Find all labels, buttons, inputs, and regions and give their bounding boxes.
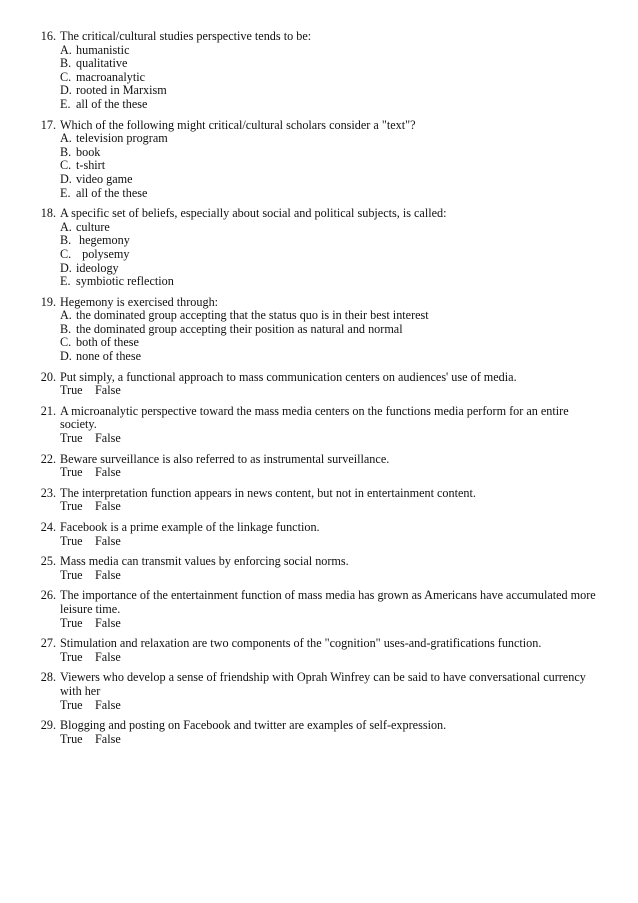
false-choice: False	[95, 465, 121, 480]
question-16	[0, 30, 638, 112]
option-letter: D.	[60, 349, 72, 364]
option-letter: C.	[60, 158, 72, 173]
true-false-choices	[60, 617, 600, 631]
option-text: all of the these	[76, 185, 148, 200]
answer-options	[60, 309, 600, 363]
question-text: The interpretation function appears in news content, but not in entertainment content.	[60, 485, 476, 500]
question-number: 23.	[40, 485, 56, 500]
question-number: 20.	[40, 369, 56, 384]
option-text: hegemony	[76, 233, 130, 248]
option-letter: A.	[60, 131, 72, 146]
question-text: Blogging and posting on Facebook and twitter are examples of self-expression.	[60, 718, 447, 733]
answer-option	[60, 146, 600, 160]
true-false-choices	[60, 699, 600, 713]
true-false-choices	[60, 733, 600, 747]
question-body	[60, 119, 600, 201]
option-text: the dominated group accepting that the status quo is in their best interest	[76, 308, 429, 323]
question-28	[0, 671, 638, 712]
false-choice: False	[95, 431, 121, 446]
question-18	[0, 207, 638, 289]
answer-option	[60, 173, 600, 187]
false-choice: False	[95, 649, 121, 664]
true-false-choices	[60, 384, 600, 398]
answer-option	[60, 159, 600, 173]
question-text: The importance of the entertainment function of mass media has grown as Americans have accumulated more leisure time.	[60, 588, 596, 616]
option-letter: D.	[60, 171, 72, 186]
question-number: 18.	[40, 206, 56, 221]
answer-options	[60, 132, 600, 200]
false-choice: False	[95, 731, 121, 746]
question-body	[60, 589, 600, 630]
true-choice: True	[60, 383, 83, 398]
option-letter: A.	[60, 308, 72, 323]
option-text: humanistic	[76, 42, 130, 57]
question-text: A specific set of beliefs, especially about social and political subjects, is called:	[60, 206, 447, 221]
option-text: qualitative	[76, 56, 128, 71]
answer-options	[60, 221, 600, 289]
question-25	[0, 555, 638, 582]
option-text: symbiotic reflection	[76, 274, 174, 289]
question-17	[0, 119, 638, 201]
question-21	[0, 405, 638, 446]
true-choice: True	[60, 499, 83, 514]
answer-option	[60, 187, 600, 201]
question-20	[0, 371, 638, 398]
question-text: Beware surveillance is also referred to as instrumental surveillance.	[60, 451, 390, 466]
question-text: The critical/cultural studies perspective tends to be:	[60, 29, 312, 43]
question-number: 24.	[40, 520, 56, 534]
true-choice: True	[60, 697, 83, 712]
false-choice: False	[95, 533, 121, 548]
false-choice: False	[95, 567, 121, 582]
true-choice: True	[60, 465, 83, 480]
option-text: ideology	[76, 260, 119, 275]
option-text: the dominated group accepting their position as natural and normal	[76, 321, 403, 336]
true-choice: True	[60, 533, 83, 548]
question-number: 28.	[40, 670, 56, 685]
question-number: 26.	[40, 588, 56, 603]
true-choice: True	[60, 567, 83, 582]
question-body	[60, 371, 600, 398]
true-false-choices	[60, 535, 600, 549]
option-text: rooted in Marxism	[76, 83, 167, 98]
false-choice: False	[95, 499, 121, 514]
option-letter: A.	[60, 42, 72, 57]
true-choice: True	[60, 731, 83, 746]
question-text: Put simply, a functional approach to mass communication centers on audiences' use of media.	[60, 369, 517, 384]
option-text: book	[76, 144, 101, 159]
question-number: 25.	[40, 554, 56, 569]
answer-option	[60, 262, 600, 276]
question-body	[60, 671, 600, 712]
option-text: video game	[76, 171, 133, 186]
option-text: polysemy	[76, 246, 130, 261]
option-letter: E.	[60, 185, 71, 200]
option-text: none of these	[76, 349, 141, 364]
option-text: t-shirt	[76, 158, 106, 173]
question-body	[60, 296, 600, 364]
option-letter: E.	[60, 96, 71, 111]
option-letter: E.	[60, 274, 71, 289]
option-letter: C.	[60, 246, 72, 261]
question-body	[60, 487, 600, 514]
question-29	[0, 719, 638, 746]
true-choice: True	[60, 649, 83, 664]
answer-option	[60, 323, 600, 337]
question-text: Stimulation and relaxation are two components of the "cognition" uses-and-gratifications function.	[60, 636, 542, 651]
answer-option	[60, 132, 600, 146]
question-text: Which of the following might critical/cultural scholars consider a "text"?	[60, 117, 416, 132]
option-letter: D.	[60, 260, 72, 275]
question-body	[60, 521, 600, 548]
false-choice: False	[95, 383, 121, 398]
option-letter: B.	[60, 56, 72, 71]
answer-option	[60, 44, 600, 58]
answer-option	[60, 57, 600, 71]
answer-option	[60, 275, 600, 289]
true-false-choices	[60, 651, 600, 665]
answer-option	[60, 309, 600, 323]
question-text: A microanalytic perspective toward the mass media centers on the functions media perform for an entire society.	[60, 403, 569, 432]
answer-option	[60, 221, 600, 235]
question-text: Mass media can transmit values by enforcing social norms.	[60, 554, 349, 569]
answer-option	[60, 234, 600, 248]
false-choice: False	[95, 615, 121, 630]
false-choice: False	[95, 697, 121, 712]
option-letter: B.	[60, 233, 72, 248]
option-letter: D.	[60, 83, 72, 98]
question-number: 21.	[40, 403, 56, 418]
question-19	[0, 296, 638, 364]
true-false-choices	[60, 466, 600, 480]
true-choice: True	[60, 615, 83, 630]
question-text: Facebook is a prime example of the linkage function.	[60, 520, 320, 534]
question-number: 16.	[40, 29, 56, 43]
answer-options	[60, 44, 600, 112]
question-number: 19.	[40, 294, 56, 309]
question-list	[0, 30, 638, 753]
question-26	[0, 589, 638, 630]
answer-option	[60, 350, 600, 364]
option-letter: B.	[60, 321, 72, 336]
question-number: 29.	[40, 718, 56, 733]
option-text: television program	[76, 131, 168, 146]
option-text: macroanalytic	[76, 69, 146, 84]
question-number: 27.	[40, 636, 56, 651]
option-letter: B.	[60, 144, 72, 159]
option-letter: A.	[60, 219, 72, 234]
true-choice: True	[60, 431, 83, 446]
option-text: all of the these	[76, 96, 148, 111]
true-false-choices	[60, 569, 600, 583]
question-body	[60, 30, 600, 112]
option-letter: C.	[60, 335, 72, 350]
question-body	[60, 405, 600, 446]
question-body	[60, 555, 600, 582]
option-text: culture	[76, 219, 110, 234]
question-text: Viewers who develop a sense of friendship with Oprah Winfrey can be said to have conversational currency with her	[60, 670, 586, 698]
question-22	[0, 453, 638, 480]
answer-option	[60, 336, 600, 350]
question-number: 22.	[40, 451, 56, 466]
question-24	[0, 521, 638, 548]
answer-option	[60, 98, 600, 112]
answer-option	[60, 71, 600, 85]
answer-option	[60, 84, 600, 98]
question-text: Hegemony is exercised through:	[60, 294, 219, 309]
question-number: 17.	[40, 117, 56, 132]
option-letter: C.	[60, 69, 72, 84]
answer-option	[60, 248, 600, 262]
question-23	[0, 487, 638, 514]
question-27	[0, 637, 638, 664]
question-body	[60, 207, 600, 289]
question-body	[60, 637, 600, 664]
option-text: both of these	[76, 335, 139, 350]
true-false-choices	[60, 500, 600, 514]
question-body	[60, 453, 600, 480]
true-false-choices	[60, 432, 600, 446]
question-body	[60, 719, 600, 746]
